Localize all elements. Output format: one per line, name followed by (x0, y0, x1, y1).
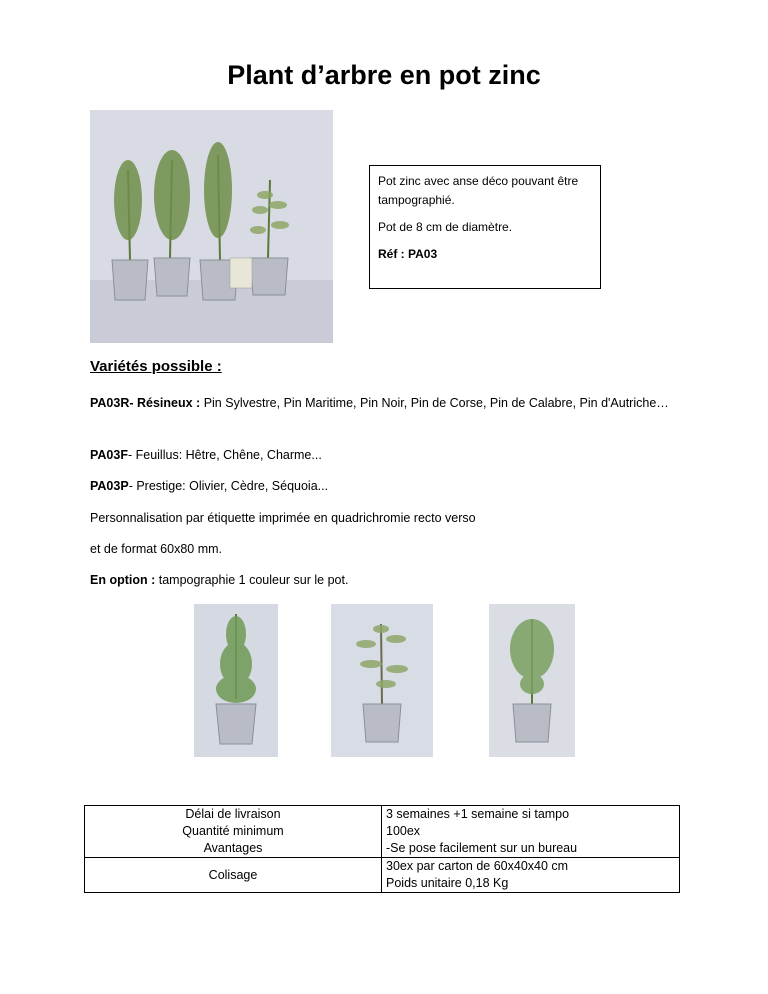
spec-value (382, 858, 680, 893)
personalisation-line-2: et de format 60x80 mm. (90, 542, 223, 556)
table-row (85, 840, 680, 858)
pine-pot-illustration (489, 604, 575, 757)
specifications-table (84, 805, 680, 893)
table-row (85, 823, 680, 840)
page-title: Plant d’arbre en pot zinc (227, 60, 541, 90)
spec-value: -Se pose facilement sur un bureau (382, 840, 680, 858)
table-row (85, 858, 680, 893)
option-text: tampographie 1 couleur sur le pot. (155, 573, 349, 587)
product-photo-pine (489, 604, 575, 757)
variety-resineux (90, 393, 680, 413)
variety-prestige (90, 476, 680, 496)
variety-text: - Feuillus: Hêtre, Chêne, Charme... (127, 448, 322, 462)
table-row (85, 806, 680, 824)
option-label: En option : (90, 573, 156, 587)
spec-label: Colisage (85, 858, 382, 893)
product-photo-resineux (194, 604, 278, 757)
spec-label: Délai de livraison (85, 806, 382, 824)
spec-value: 3 semaines +1 semaine si tampo (382, 806, 680, 824)
variety-text: Pin Sylvestre, Pin Maritime, Pin Noir, Pin de Corse, Pin de Calabre, Pin d'Autriche… (200, 396, 669, 410)
personalisation-line-1: Personnalisation par étiquette imprimée en quadrichromie recto verso (90, 511, 476, 525)
info-reference: Réf : PA03 (378, 247, 438, 261)
variety-code: PA03P (90, 479, 129, 493)
spec-label: Quantité minimum (85, 823, 382, 840)
spec-value-line: 30ex par carton de 60x40x40 cm (386, 859, 569, 873)
info-diameter: Pot de 8 cm de diamètre. (378, 220, 513, 234)
product-photo-prestige (331, 604, 433, 757)
variety-code: PA03R- Résineux : (90, 396, 201, 410)
olive-pot-illustration (331, 604, 433, 757)
tree-pots-illustration (90, 110, 333, 343)
option-line (90, 570, 680, 590)
varieties-heading: Variétés possible : (90, 358, 222, 375)
variety-text: - Prestige: Olivier, Cèdre, Séquoia... (128, 479, 329, 493)
variety-code: PA03F (90, 448, 128, 462)
spec-label: Avantages (85, 840, 382, 858)
variety-feuillus (90, 445, 680, 465)
spec-value-line: Poids unitaire 0,18 Kg (386, 876, 509, 890)
product-photo-group (90, 110, 333, 343)
product-info-box (369, 165, 601, 289)
conifer-pot-illustration (194, 604, 278, 757)
info-description: Pot zinc avec anse déco pouvant être tampographié. (378, 174, 579, 207)
spec-value: 100ex (382, 823, 680, 840)
